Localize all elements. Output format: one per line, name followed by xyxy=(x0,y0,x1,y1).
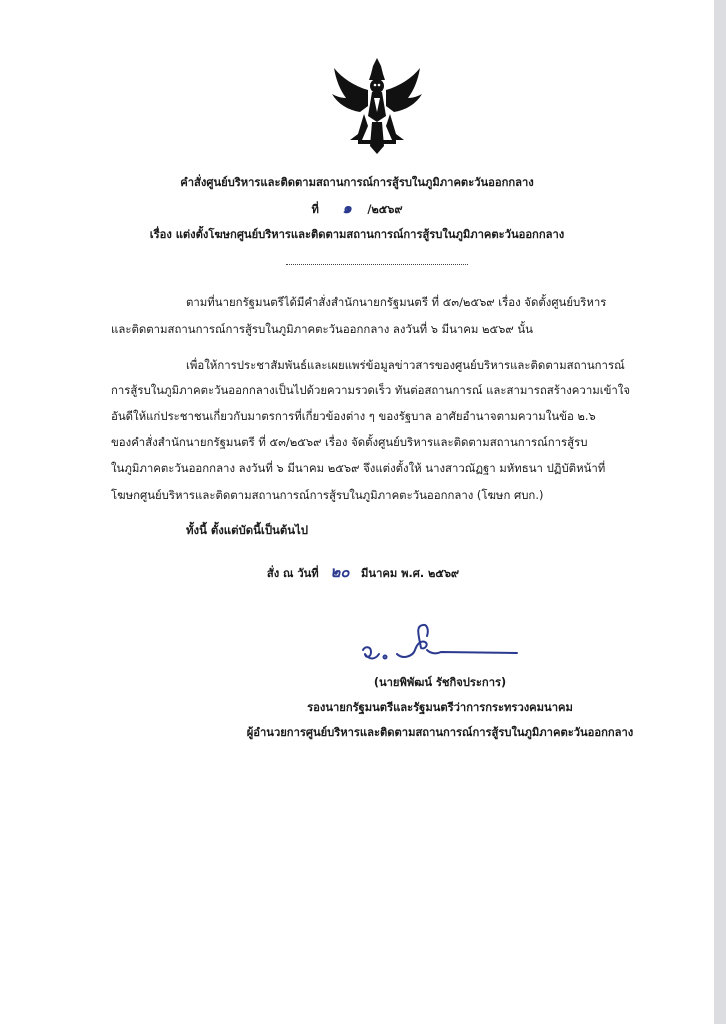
paragraph-1-line-1: ตามที่นายกรัฐมนตรีได้มีคำสั่งสำนักนายกรัฐมนตรี ที่ ๕๓/๒๕๖๙ เรื่อง จัดตั้งศูนย์บริหาร xyxy=(186,295,607,309)
order-number-suffix: /๒๕๖๙ xyxy=(367,203,403,216)
page-edge xyxy=(714,0,726,1024)
signer-title-2: ผู้อำนวยการศูนย์บริหารและติดตามสถานการณ์การสู้รบในภูมิภาคตะวันออกกลาง xyxy=(246,726,634,739)
order-date-day-handwritten: ๒๐ xyxy=(330,565,350,581)
order-number xyxy=(0,201,714,218)
order-date-suffix: มีนาคม พ.ศ. ๒๕๖๙ xyxy=(361,567,460,580)
paragraph-2-line-2: การสู้รบในภูมิภาคตะวันออกกลางเป็นไปด้วยความรวดเร็ว ทันต่อสถานการณ์ และสามารถสร้างความเข้าใจ xyxy=(111,383,631,397)
separator-line xyxy=(286,264,468,265)
paragraph-2-line-1: เพื่อให้การประชาสัมพันธ์และเผยแพร่ข้อมูลข่าวสารของศูนย์บริหารและติดตามสถานการณ์ xyxy=(186,358,625,372)
paragraph-2-line-6: โฆษกศูนย์บริหารและติดตามสถานการณ์การสู้รบในภูมิภาคตะวันออกกลาง (โฆษก ศบก.) xyxy=(111,488,544,502)
garuda-emblem-icon xyxy=(328,56,426,156)
signature xyxy=(357,620,527,670)
order-heading: คำสั่งศูนย์บริหารและติดตามสถานการณ์การสู้รบในภูมิภาคตะวันออกกลาง xyxy=(180,176,534,189)
signer-name: (นายพิพัฒน์ รัชกิจประการ) xyxy=(373,676,507,689)
order-date-prefix: สั่ง ณ วันที่ xyxy=(266,567,319,580)
order-subject: เรื่อง แต่งตั้งโฆษกศูนย์บริหารและติดตามสถานการณ์การสู้รบในภูมิภาคตะวันออกกลาง xyxy=(149,228,565,241)
order-date xyxy=(6,565,720,582)
paragraph-2-line-5: ในภูมิภาคตะวันออกกลาง ลงวันที่ ๖ มีนาคม ๒๕๖๙ จึงแต่งตั้งให้ นางสาวณัฏฐา มหัทธนา ปฏิบัติหน้าที่ xyxy=(111,461,606,475)
paragraph-3: ทั้งนี้ ตั้งแต่บัดนี้เป็นต้นไป xyxy=(186,523,308,537)
paragraph-2-line-4: ของคำสั่งสำนักนายกรัฐมนตรี ที่ ๕๓/๒๕๖๙ เรื่อง จัดตั้งศูนย์บริหารและติดตามสถานการณ์การสู้รบ xyxy=(111,435,588,449)
order-number-prefix: ที่ xyxy=(311,203,319,216)
order-number-handwritten: ๑ xyxy=(342,201,352,217)
signer-title-1: รองนายกรัฐมนตรีและรัฐมนตรีว่าการกระทรวงคมนาคม xyxy=(307,701,573,714)
paragraph-1-line-2: และติดตามสถานการณ์การสู้รบในภูมิภาคตะวันออกกลาง ลงวันที่ ๖ มีนาคม ๒๕๖๙ นั้น xyxy=(111,322,533,336)
paragraph-2-line-3: อันดีให้แก่ประชาชนเกี่ยวกับมาตรการที่เกี่ยวข้องต่าง ๆ ของรัฐบาล อาศัยอำนาจตามความในข้อ ๒.๖ xyxy=(111,409,596,423)
